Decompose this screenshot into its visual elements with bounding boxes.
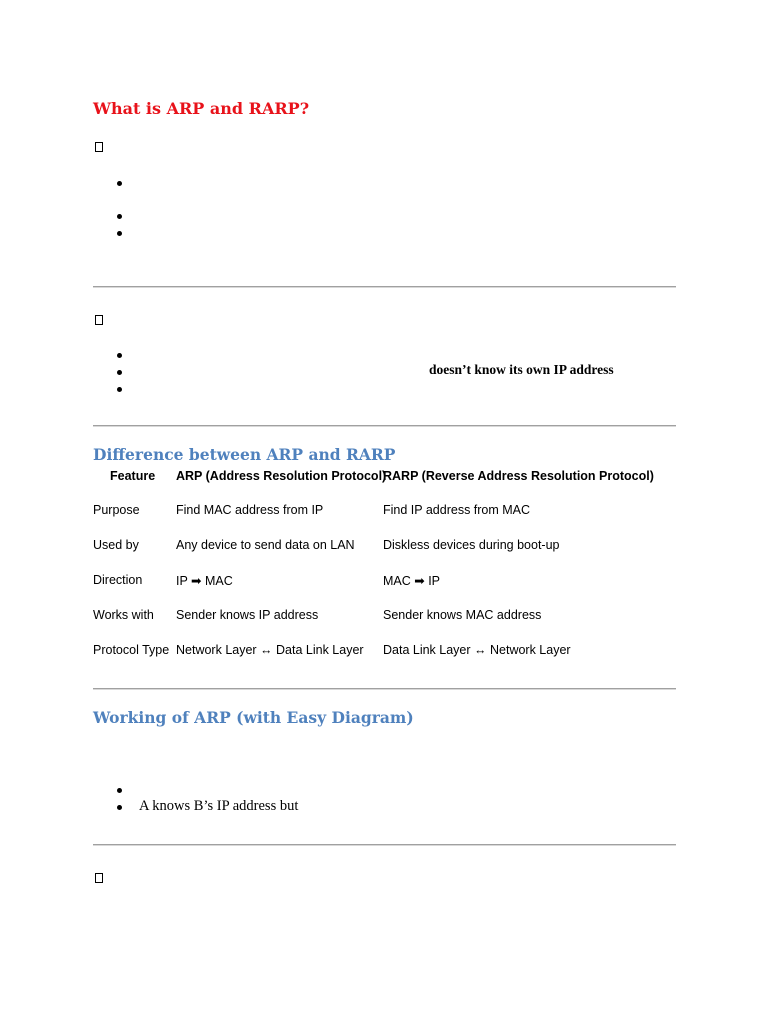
horizontal-rule	[93, 688, 676, 690]
table-cell: Data Link Layer ↔ Network Layer	[383, 643, 571, 657]
heading-working-of-arp: Working of ARP (with Easy Diagram)	[93, 708, 414, 727]
table-cell: Diskless devices during boot-up	[383, 538, 560, 552]
bullet-icon	[117, 788, 122, 793]
table-cell: Any device to send data on LAN	[176, 538, 355, 552]
table-header-arp: ARP (Address Resolution Protocol)	[176, 469, 387, 483]
table-cell: Network Layer ↔ Data Link Layer	[176, 643, 364, 657]
bullet-icon	[117, 181, 122, 186]
bullet-icon	[117, 231, 122, 236]
horizontal-rule	[93, 286, 676, 288]
table-header-rarp: RARP (Reverse Address Resolution Protocol)	[383, 469, 654, 483]
table-cell: Purpose	[93, 503, 140, 517]
arp-example-text: A knows B’s IP address but	[139, 798, 299, 814]
missing-glyph-box-icon	[95, 873, 103, 883]
table-cell: Find MAC address from IP	[176, 503, 324, 517]
rarp-bold-text: doesn’t know its own IP address	[429, 362, 614, 377]
heading-difference: Difference between ARP and RARP	[93, 445, 396, 464]
bullet-icon	[117, 370, 122, 375]
bullet-icon	[117, 387, 122, 392]
bullet-icon	[117, 805, 122, 810]
table-cell: Works with	[93, 608, 154, 622]
horizontal-rule	[93, 425, 676, 427]
table-cell: IP ➡ MAC	[176, 574, 233, 588]
table-cell: Sender knows MAC address	[383, 608, 542, 622]
table-header-feature: Feature	[110, 469, 156, 483]
bullet-icon	[117, 353, 122, 358]
horizontal-rule	[93, 844, 676, 846]
missing-glyph-box-icon	[95, 142, 103, 152]
table-cell: Used by	[93, 538, 139, 552]
bullet-icon	[117, 214, 122, 219]
heading-what-is-arp-rarp: What is ARP and RARP?	[93, 99, 310, 118]
table-cell: MAC ➡ IP	[383, 574, 441, 588]
table-cell: Direction	[93, 573, 143, 587]
table-cell: Find IP address from MAC	[383, 503, 531, 517]
table-cell: Protocol Type	[93, 643, 170, 657]
missing-glyph-box-icon	[95, 315, 103, 325]
table-cell: Sender knows IP address	[176, 608, 319, 622]
